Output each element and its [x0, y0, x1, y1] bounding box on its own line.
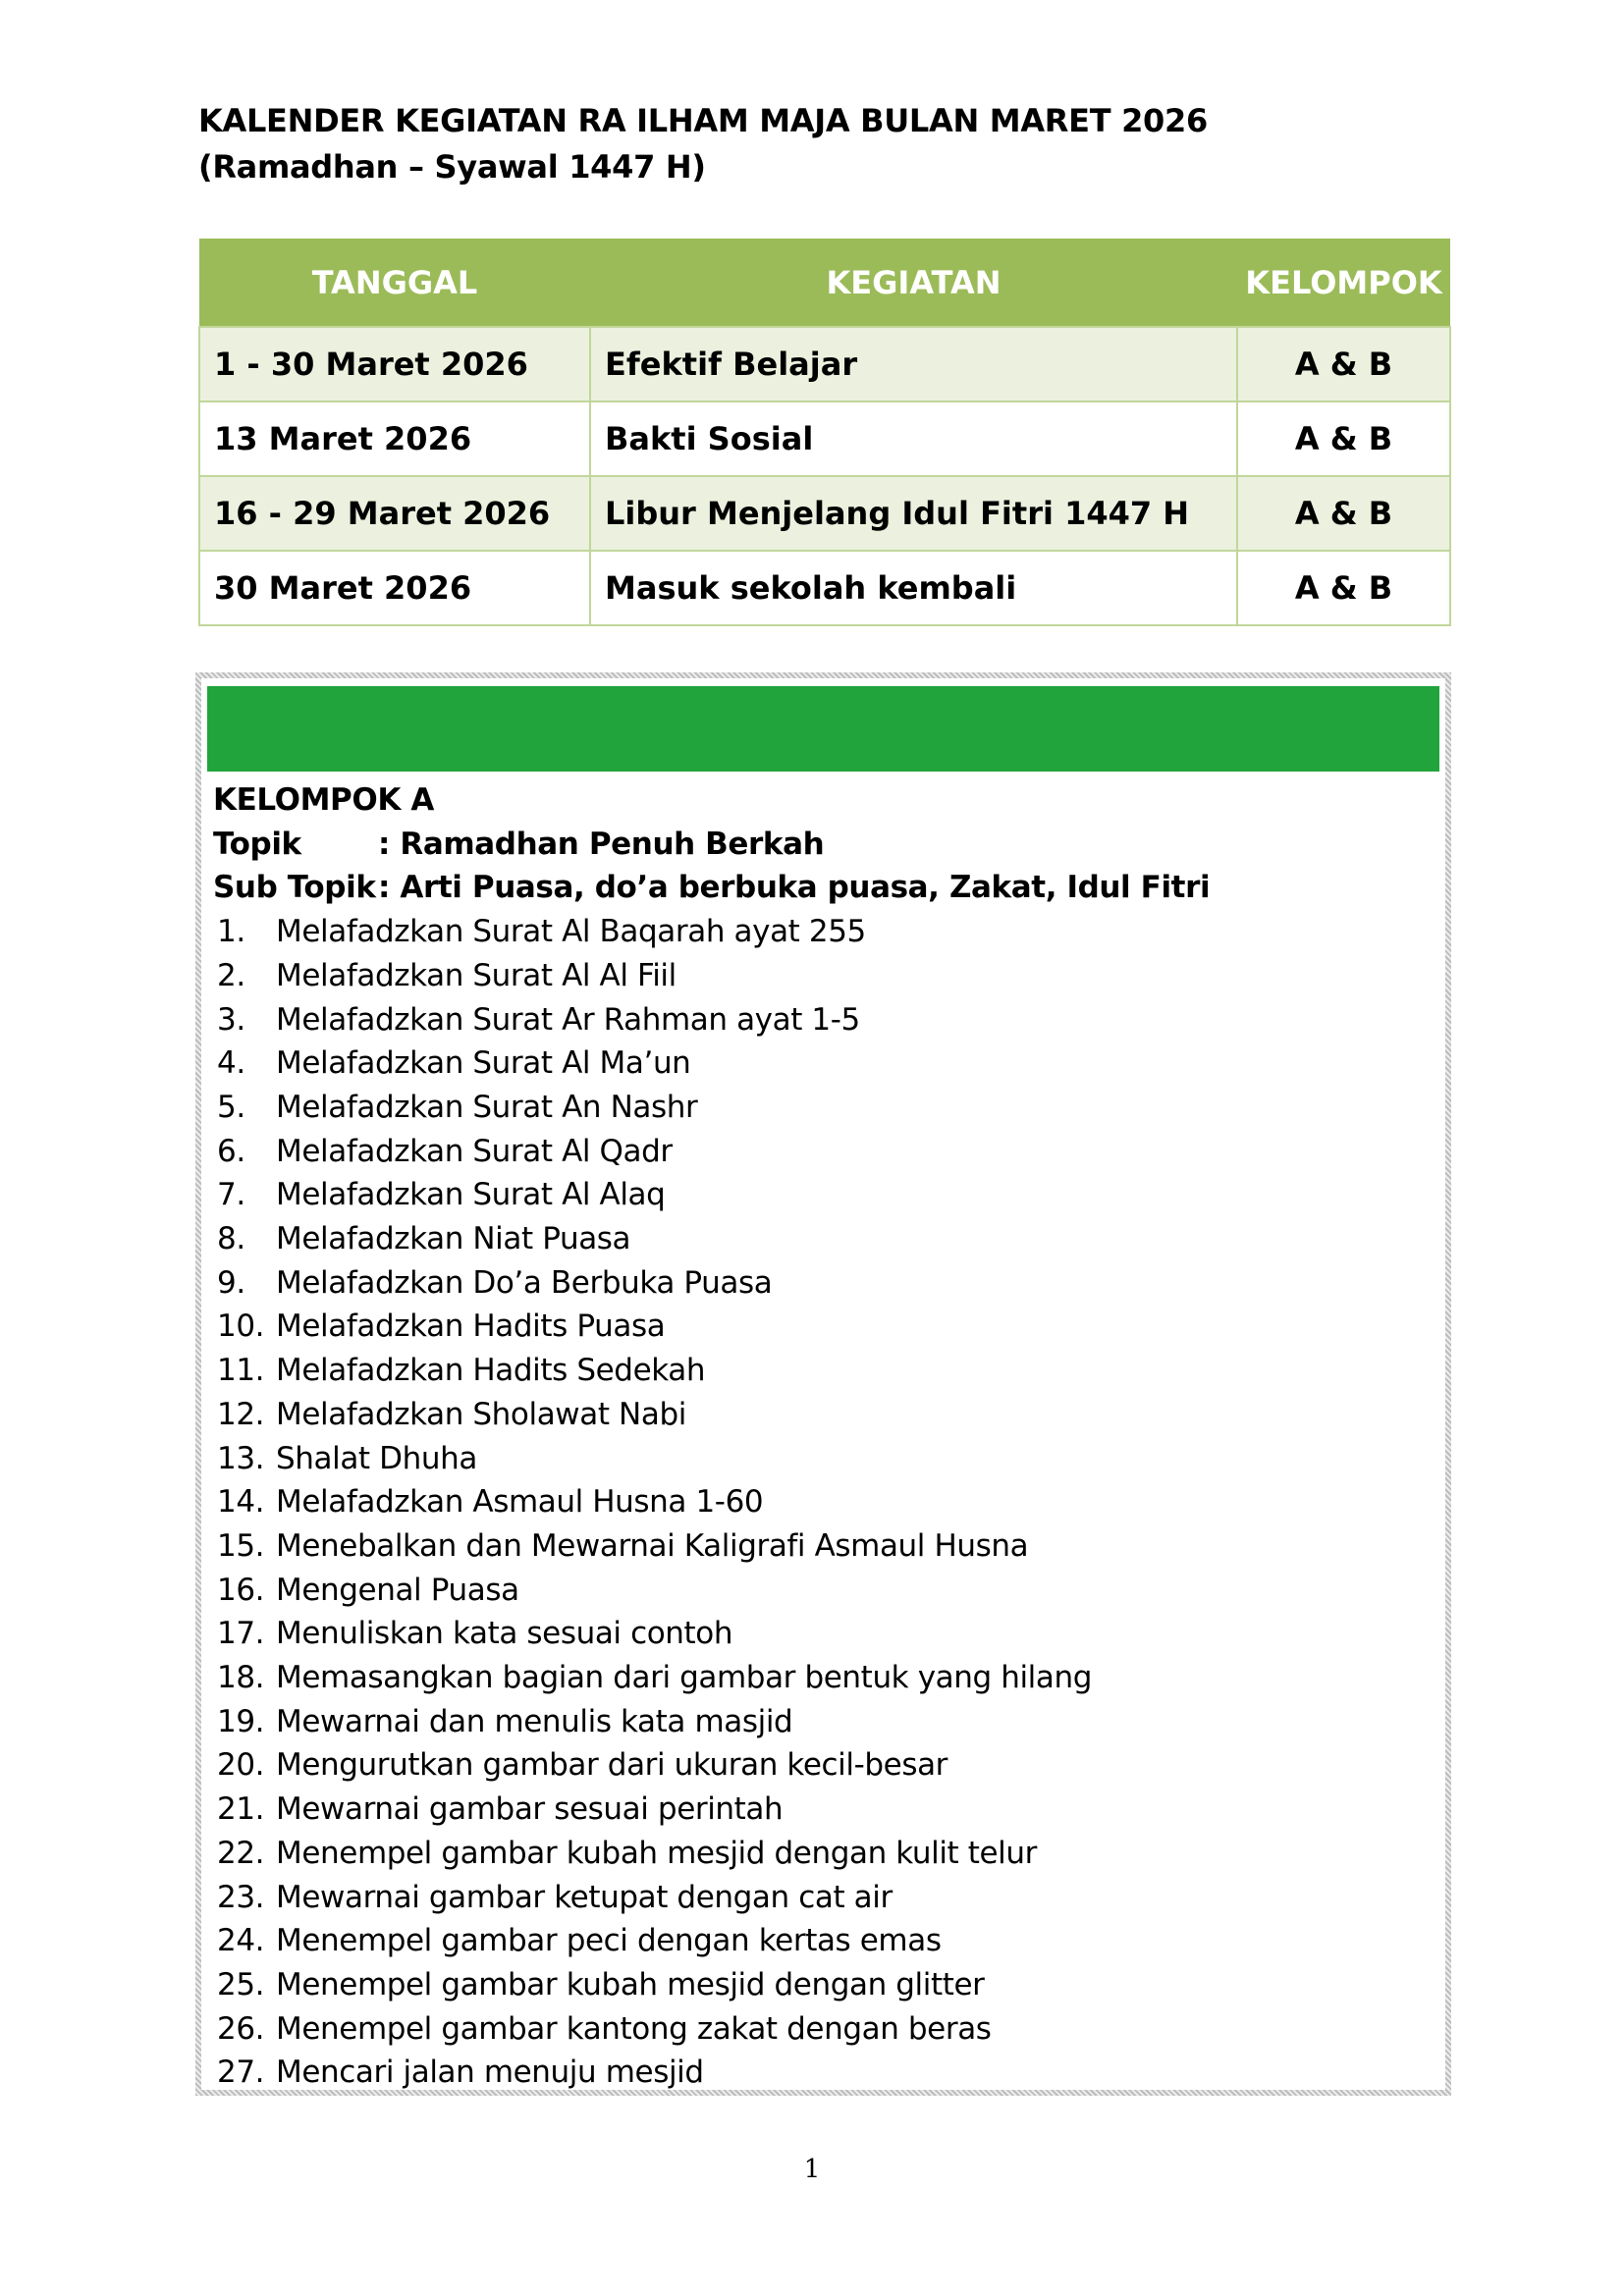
list-number: 5.: [217, 1089, 245, 1125]
list-item: [213, 1524, 1437, 1569]
list-text: Melafadzkan Hadits Sedekah: [276, 1353, 706, 1389]
kelompok-a-content: [213, 778, 1437, 2095]
list-item: [213, 1919, 1437, 1963]
list-text: Melafadzkan Asmaul Husna 1-60: [276, 1484, 764, 1521]
cell-group: A & B: [1237, 401, 1450, 476]
cell-date: 1 - 30 Maret 2026: [199, 327, 590, 401]
list-item: [213, 2051, 1437, 2095]
list-text: Melafadzkan Surat An Nashr: [276, 1089, 698, 1125]
list-text: Melafadzkan Surat Al Qadr: [276, 1133, 673, 1169]
list-item: [213, 1963, 1437, 2007]
list-text: Melafadzkan Sholawat Nabi: [276, 1396, 686, 1432]
cell-date: 13 Maret 2026: [199, 401, 590, 476]
list-number: 19.: [217, 1703, 265, 1739]
list-item: [213, 1130, 1437, 1174]
list-number: 9.: [217, 1264, 245, 1301]
list-item: [213, 1217, 1437, 1261]
list-number: 2.: [217, 957, 245, 993]
table-row: [199, 551, 1450, 625]
list-text: Menebalkan dan Mewarnai Kaligrafi Asmaul Husna: [276, 1527, 1029, 1564]
cell-date: 16 - 29 Maret 2026: [199, 476, 590, 551]
list-number: 16.: [217, 1572, 265, 1608]
table-row: [199, 401, 1450, 476]
list-text: Mencari jalan menuju mesjid: [276, 2055, 704, 2091]
list-item: [213, 1832, 1437, 1876]
subtopik-value: : Arti Puasa, do’a berbuka puasa, Zakat, Idul Fitri: [378, 870, 1211, 906]
list-number: 23.: [217, 1879, 265, 1915]
header-kelompok: KELOMPOK: [1237, 239, 1450, 327]
list-item: [213, 1876, 1437, 1920]
list-number: 24.: [217, 1923, 265, 1959]
list-item: [213, 1656, 1437, 1700]
list-text: Mengurutkan gambar dari ukuran kecil-besar: [276, 1747, 948, 1784]
list-text: Melafadzkan Surat Al Baqarah ayat 255: [276, 914, 866, 950]
title-line-2: (Ramadhan – Syawal 1447 H): [198, 148, 706, 186]
list-text: Melafadzkan Surat Al Alaq: [276, 1177, 666, 1213]
table-row: [199, 327, 1450, 401]
list-number: 18.: [217, 1660, 265, 1696]
list-text: Melafadzkan Surat Ar Rahman ayat 1-5: [276, 1001, 860, 1038]
list-number: 25.: [217, 1966, 265, 2002]
list-item: [213, 1393, 1437, 1437]
list-text: Shalat Dhuha: [276, 1440, 477, 1476]
list-item: [213, 998, 1437, 1042]
list-item: [213, 1173, 1437, 1217]
topik-line: [213, 823, 1437, 867]
list-number: 20.: [217, 1747, 265, 1784]
list-text: Menuliskan kata sesuai contoh: [276, 1616, 733, 1652]
list-text: Memasangkan bagian dari gambar bentuk yang hilang: [276, 1660, 1093, 1696]
list-item: [213, 1349, 1437, 1393]
list-number: 14.: [217, 1484, 265, 1521]
list-text: Mengenal Puasa: [276, 1572, 519, 1608]
list-item: [213, 2007, 1437, 2052]
list-text: Menempel gambar kubah mesjid dengan kulit telur: [276, 1835, 1037, 1871]
list-item: [213, 1612, 1437, 1656]
list-text: Melafadzkan Do’a Berbuka Puasa: [276, 1264, 773, 1301]
list-number: 26.: [217, 2010, 265, 2047]
list-number: 21.: [217, 1791, 265, 1828]
list-number: 17.: [217, 1616, 265, 1652]
list-text: Mewarnai dan menulis kata masjid: [276, 1703, 793, 1739]
calendar-table: [198, 239, 1451, 626]
list-item: [213, 1086, 1437, 1130]
cell-activity: Bakti Sosial: [590, 401, 1237, 476]
cell-group: A & B: [1237, 551, 1450, 625]
list-number: 22.: [217, 1835, 265, 1871]
list-number: 4.: [217, 1045, 245, 1082]
list-number: 3.: [217, 1001, 245, 1038]
table-row: [199, 476, 1450, 551]
list-text: Mewarnai gambar ketupat dengan cat air: [276, 1879, 893, 1915]
list-number: 6.: [217, 1133, 245, 1169]
list-text: Melafadzkan Niat Puasa: [276, 1221, 631, 1257]
list-number: 27.: [217, 2055, 265, 2091]
title-line-1: KALENDER KEGIATAN RA ILHAM MAJA BULAN MARET 2026: [198, 102, 1208, 139]
list-number: 12.: [217, 1396, 265, 1432]
kelompok-heading: KELOMPOK A: [213, 782, 434, 818]
list-item: [213, 1700, 1437, 1744]
table-header-row: [199, 239, 1450, 327]
list-text: Melafadzkan Hadits Puasa: [276, 1308, 666, 1345]
header-kegiatan: KEGIATAN: [590, 239, 1237, 327]
cell-group: A & B: [1237, 476, 1450, 551]
list-text: Melafadzkan Surat Al Al Fiil: [276, 957, 677, 993]
cell-date: 30 Maret 2026: [199, 551, 590, 625]
list-number: 13.: [217, 1440, 265, 1476]
cell-activity: Libur Menjelang Idul Fitri 1447 H: [590, 476, 1237, 551]
green-header-bar: [207, 686, 1439, 772]
header-tanggal: TANGGAL: [199, 239, 590, 327]
list-item: [213, 1305, 1437, 1349]
list-item: [213, 1569, 1437, 1613]
list-number: 7.: [217, 1177, 245, 1213]
subtopik-label: Sub Topik: [213, 870, 376, 906]
activity-list: [213, 910, 1437, 2095]
list-text: Mewarnai gambar sesuai perintah: [276, 1791, 784, 1828]
list-text: Menempel gambar peci dengan kertas emas: [276, 1923, 942, 1959]
list-item: [213, 1261, 1437, 1306]
list-item: [213, 954, 1437, 998]
list-number: 8.: [217, 1221, 245, 1257]
list-text: Menempel gambar kubah mesjid dengan glitter: [276, 1966, 985, 2002]
list-item: [213, 1788, 1437, 1832]
subtopik-line: [213, 866, 1437, 910]
cell-activity: Masuk sekolah kembali: [590, 551, 1237, 625]
topik-value: : Ramadhan Penuh Berkah: [378, 826, 825, 862]
list-item: [213, 1437, 1437, 1481]
document-title: [198, 98, 1475, 190]
list-item: [213, 1480, 1437, 1524]
list-number: 15.: [217, 1527, 265, 1564]
list-number: 11.: [217, 1353, 265, 1389]
list-number: 1.: [217, 914, 245, 950]
list-text: Menempel gambar kantong zakat dengan beras: [276, 2010, 992, 2047]
page-number: 1: [803, 2155, 821, 2184]
kelompok-a-box: [195, 672, 1451, 2096]
cell-group: A & B: [1237, 327, 1450, 401]
list-item: [213, 1041, 1437, 1086]
cell-activity: Efektif Belajar: [590, 327, 1237, 401]
list-item: [213, 1743, 1437, 1788]
topik-label: Topik: [213, 826, 301, 862]
list-item: [213, 910, 1437, 954]
list-text: Melafadzkan Surat Al Ma’un: [276, 1045, 691, 1082]
list-number: 10.: [217, 1308, 265, 1345]
